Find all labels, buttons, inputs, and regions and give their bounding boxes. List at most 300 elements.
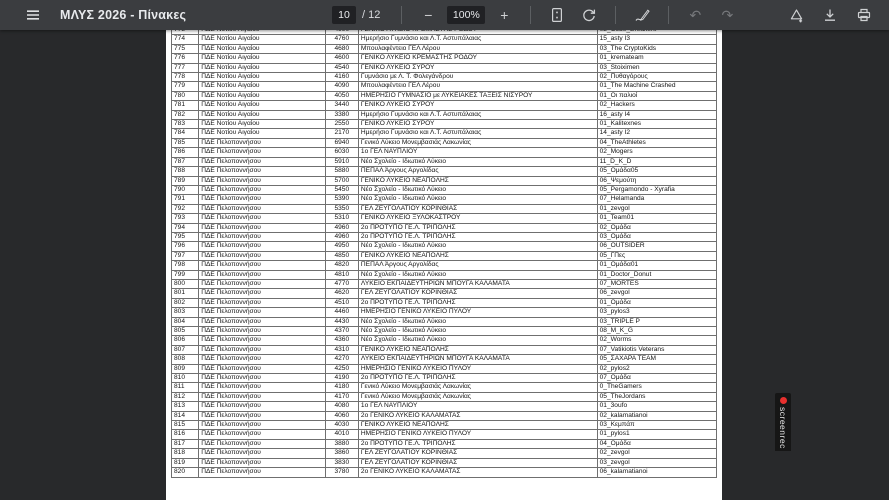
cell-code: 4270 xyxy=(325,355,358,364)
cell-school: 1ο ΓΕΛ ΝΑΥΠΛΙΟΥ xyxy=(358,148,597,157)
cell-region: ΠΔΕ Πελοποννήσου xyxy=(199,270,325,279)
cell-school: ΓΕΝΙΚΟ ΛΥΚΕΙΟ ΣΥΡΟΥ xyxy=(358,63,597,72)
cell-index: 776 xyxy=(172,54,199,63)
table-row xyxy=(172,402,717,411)
cell-code: 4250 xyxy=(325,364,358,373)
cell-code: 5700 xyxy=(325,176,358,185)
table-row xyxy=(172,167,717,176)
cell-school: Νέο Σχολείο - Ιδιωτικό Λύκειο xyxy=(358,242,597,251)
document-title: ΜΛΥΣ 2026 - Πίνακες xyxy=(60,8,187,22)
toolbar-right-group xyxy=(783,0,877,30)
cell-region: ΠΔΕ Νοτίου Αιγαίου xyxy=(199,35,325,44)
cell-school: ΓΕΝΙΚΟ ΛΥΚΕΙΟ ΣΥΡΟΥ xyxy=(358,120,597,129)
cell-code: 4160 xyxy=(325,73,358,82)
cell-index: 813 xyxy=(172,402,199,411)
cell-index: 803 xyxy=(172,308,199,317)
cell-team: 06_OUTSIDER xyxy=(597,242,716,251)
cell-region: ΠΔΕ Πελοποννήσου xyxy=(199,251,325,260)
table-row xyxy=(172,336,717,345)
cell-team: 01_Kalitexnes xyxy=(597,120,716,129)
cell-team: 14_asty I2 xyxy=(597,129,716,138)
cell-team: 04_Ομάδα xyxy=(597,439,716,448)
cell-index: 786 xyxy=(172,148,199,157)
cell-index: 791 xyxy=(172,195,199,204)
undo-button[interactable]: ↶ xyxy=(682,2,708,28)
zoom-level-input[interactable] xyxy=(447,6,485,24)
cell-code: 6940 xyxy=(325,138,358,147)
cell-team: 07_Ομάδα xyxy=(597,374,716,383)
cell-code: 4310 xyxy=(325,345,358,354)
cell-index: 781 xyxy=(172,101,199,110)
cell-code: 4620 xyxy=(325,289,358,298)
fit-page-button[interactable] xyxy=(544,2,570,28)
rotate-icon xyxy=(581,7,597,23)
cell-index: 816 xyxy=(172,430,199,439)
cell-school: ΓΕΛ ΖΕΥΓΟΛΑΤΙΟΥ ΚΟΡΙΝΘΙΑΣ xyxy=(358,289,597,298)
cell-index: 787 xyxy=(172,157,199,166)
cell-team: 01_zevgol xyxy=(597,204,716,213)
cell-region: ΠΔΕ Πελοποννήσου xyxy=(199,214,325,223)
cell-team: 08_M_K_G xyxy=(597,327,716,336)
table-row xyxy=(172,63,717,72)
cell-code: 4370 xyxy=(325,327,358,336)
table-row xyxy=(172,298,717,307)
table-row xyxy=(172,101,717,110)
table-row xyxy=(172,214,717,223)
table-row xyxy=(172,73,717,82)
table-row xyxy=(172,392,717,401)
cell-code: 4360 xyxy=(325,336,358,345)
cell-region: ΠΔΕ Πελοποννήσου xyxy=(199,204,325,213)
cell-code: 5450 xyxy=(325,185,358,194)
cell-region: ΠΔΕ Πελοποννήσου xyxy=(199,411,325,420)
cell-index: 805 xyxy=(172,327,199,336)
cell-team: 03_Stoiximen xyxy=(597,63,716,72)
cell-region: ΠΔΕ Πελοποννήσου xyxy=(199,195,325,204)
cell-team: 01_Doctor_Donut xyxy=(597,270,716,279)
cell-school: Νέο Σχολείο - Ιδιωτικό Λύκειο xyxy=(358,185,597,194)
cell-school: ΓΕΛ ΖΕΥΓΟΛΑΤΙΟΥ ΚΟΡΙΝΘΙΑΣ xyxy=(358,204,597,213)
cell-index: 794 xyxy=(172,223,199,232)
cell-code: 6030 xyxy=(325,148,358,157)
cell-school: ΓΕΛ ΖΕΥΓΟΛΑΤΙΟΥ ΚΟΡΙΝΘΙΑΣ xyxy=(358,449,597,458)
cell-school: Μπουλαφέντειο ΓΕΛ Λέρου xyxy=(358,44,597,53)
cell-code: 4510 xyxy=(325,298,358,307)
table-row xyxy=(172,44,717,53)
screen-recorder-tab[interactable] xyxy=(775,393,791,451)
toolbar-left-group xyxy=(0,2,186,28)
cell-index: 796 xyxy=(172,242,199,251)
cell-school: Γυμνάσιο με Λ. Τ. Φολεγάνδρου xyxy=(358,73,597,82)
cell-team: 15_asty I3 xyxy=(597,35,716,44)
cell-team: 05_Ομάδα05 xyxy=(597,167,716,176)
cell-school: 2ο ΠΡΟΤΥΠΟ ΓΕ.Λ. ΤΡΙΠΟΛΗΣ xyxy=(358,223,597,232)
cell-school: Γενικό Λύκειο Μονεμβασιάς Λακωνίας xyxy=(358,392,597,401)
cell-index: 800 xyxy=(172,279,199,288)
cell-region: ΠΔΕ Πελοποννήσου xyxy=(199,327,325,336)
table-row xyxy=(172,138,717,147)
cell-team: 0_TheGamers xyxy=(597,383,716,392)
cell-region: ΠΔΕ Πελοποννήσου xyxy=(199,468,325,477)
cell-code: 3380 xyxy=(325,110,358,119)
cell-team: 01_Team01 xyxy=(597,214,716,223)
cell-team: 02_Worms xyxy=(597,336,716,345)
cell-code: 4810 xyxy=(325,270,358,279)
cell-index: 778 xyxy=(172,73,199,82)
cell-index: 811 xyxy=(172,383,199,392)
cell-team: 01_kremateam xyxy=(597,54,716,63)
table-row xyxy=(172,242,717,251)
cell-region: ΠΔΕ Πελοποννήσου xyxy=(199,458,325,467)
pdf-scroll-area[interactable] xyxy=(0,30,889,476)
cell-team: 01_pylos1 xyxy=(597,430,716,439)
cell-code: 4960 xyxy=(325,223,358,232)
cell-school: ΛΥΚΕΙΟ ΕΚΠΑΙΔΕΥΤΗΡΙΩΝ ΜΠΟΥΓΑ ΚΑΛΑΜΑΤΑ xyxy=(358,279,597,288)
cell-index: 809 xyxy=(172,364,199,373)
cell-region: ΠΔΕ Πελοποννήσου xyxy=(199,439,325,448)
cell-region: ΠΔΕ Πελοποννήσου xyxy=(199,421,325,430)
cell-team: 03_TRIPLE P xyxy=(597,317,716,326)
cell-index: 795 xyxy=(172,232,199,241)
cell-team: 06_zevgol xyxy=(597,289,716,298)
table-row xyxy=(172,185,717,194)
cell-region: ΠΔΕ Πελοποννήσου xyxy=(199,261,325,270)
cell-code: 4680 xyxy=(325,44,358,53)
cell-team: 02_zevgol xyxy=(597,449,716,458)
print-icon xyxy=(856,7,872,23)
table-row xyxy=(172,364,717,373)
table-row xyxy=(172,468,717,477)
table-row xyxy=(172,91,717,100)
cell-code: 5310 xyxy=(325,214,358,223)
cell-team: 06_kalamatianoi xyxy=(597,468,716,477)
table-row xyxy=(172,421,717,430)
cell-region: ΠΔΕ Πελοποννήσου xyxy=(199,232,325,241)
table-row xyxy=(172,261,717,270)
table-row xyxy=(172,148,717,157)
table-row xyxy=(172,232,717,241)
cell-team: 03_zevgol xyxy=(597,458,716,467)
cell-index: 798 xyxy=(172,261,199,270)
cell-team: 02_Ομάδα xyxy=(597,223,716,232)
download-button[interactable] xyxy=(817,2,843,28)
cell-code: 5390 xyxy=(325,195,358,204)
cell-school: ΗΜΕΡΗΣΙΟ ΓΕΝΙΚΟ ΛΥΚΕΙΟ ΠΥΛΟΥ xyxy=(358,308,597,317)
table-row xyxy=(172,279,717,288)
cell-code: 4760 xyxy=(325,35,358,44)
table-row xyxy=(172,157,717,166)
cell-team: 05_Pergamondo - Xyrafia xyxy=(597,185,716,194)
table-row xyxy=(172,204,717,213)
cell-school: ΓΕΝΙΚΟ ΛΥΚΕΙΟ ΝΕΑΠΟΛΗΣ xyxy=(358,251,597,260)
table-row xyxy=(172,374,717,383)
cell-code: 4960 xyxy=(325,232,358,241)
cell-region: ΠΔΕ Νοτίου Αιγαίου xyxy=(199,120,325,129)
cell-school: ΓΕΛ ΖΕΥΓΟΛΑΤΙΟΥ ΚΟΡΙΝΘΙΑΣ xyxy=(358,458,597,467)
table-row xyxy=(172,355,717,364)
cell-team: 01_Ομάδα xyxy=(597,298,716,307)
cell-code: 4770 xyxy=(325,279,358,288)
cell-code: 4090 xyxy=(325,82,358,91)
print-button[interactable] xyxy=(851,2,877,28)
cell-team: 11_D_K_D xyxy=(597,157,716,166)
cell-index: 788 xyxy=(172,167,199,176)
cell-region: ΠΔΕ Πελοποννήσου xyxy=(199,355,325,364)
cell-team: 01_Οι παλιοί xyxy=(597,91,716,100)
cell-region: ΠΔΕ Νοτίου Αιγαίου xyxy=(199,129,325,138)
cell-index: 807 xyxy=(172,345,199,354)
toolbar-divider xyxy=(615,6,616,24)
cell-school: ΓΕΝΙΚΟ ΛΥΚΕΙΟ ΝΕΑΠΟΛΗΣ xyxy=(358,345,597,354)
cell-school: ΓΕΝΙΚΟ ΛΥΚΕΙΟ ΞΥΛΟΚΑΣΤΡΟΥ xyxy=(358,214,597,223)
cell-index: 782 xyxy=(172,110,199,119)
page-number-input[interactable] xyxy=(332,6,356,24)
cell-team: 03_The CryptoKids xyxy=(597,44,716,53)
cell-code: 4850 xyxy=(325,251,358,260)
cell-index: 779 xyxy=(172,82,199,91)
cell-school: 2ο ΠΡΟΤΥΠΟ ΓΕ.Λ. ΤΡΙΠΟΛΗΣ xyxy=(358,232,597,241)
cell-school: Ημερήσιο Γυμνάσιο και Λ.Τ. Αστυπάλαιας xyxy=(358,110,597,119)
cell-code: 4820 xyxy=(325,261,358,270)
cell-code: 4600 xyxy=(325,54,358,63)
cell-region: ΠΔΕ Πελοποννήσου xyxy=(199,392,325,401)
table-row xyxy=(172,449,717,458)
cell-region: ΠΔΕ Πελοποννήσου xyxy=(199,223,325,232)
cell-team: 07_Vatikiotis Veterans xyxy=(597,345,716,354)
cell-school: Μπουλαφέντειο ΓΕΛ Λέρου xyxy=(358,82,597,91)
cell-team: 02_Mogers xyxy=(597,148,716,157)
table-row xyxy=(172,383,717,392)
toolbar-divider xyxy=(401,6,402,24)
hamburger-menu-icon xyxy=(25,7,41,23)
cell-index: 804 xyxy=(172,317,199,326)
cell-region: ΠΔΕ Πελοποννήσου xyxy=(199,157,325,166)
cell-code: 2170 xyxy=(325,129,358,138)
cell-region: ΠΔΕ Πελοποννήσου xyxy=(199,289,325,298)
cell-code: 2550 xyxy=(325,120,358,129)
cell-school: Ημερήσιο Γυμνάσιο και Λ.Τ. Αστυπάλαιας xyxy=(358,35,597,44)
cell-index: 790 xyxy=(172,185,199,194)
cell-school: 2ο ΓΕΝΙΚΟ ΛΥΚΕΙΟ ΚΑΛΑΜΑΤΑΣ xyxy=(358,411,597,420)
cell-school: Νέο Σχολείο - Ιδιωτικό Λύκειο xyxy=(358,327,597,336)
cell-team: 05_ΣΑΧΑΡΑ TEAM xyxy=(597,355,716,364)
menu-button[interactable] xyxy=(20,2,46,28)
cell-index: 784 xyxy=(172,129,199,138)
cell-code: 5880 xyxy=(325,167,358,176)
cell-team: 03_Κεμπάπ xyxy=(597,421,716,430)
table-row xyxy=(172,317,717,326)
cell-team: 05_ΓΠες xyxy=(597,251,716,260)
download-icon xyxy=(822,7,838,23)
toolbar-divider xyxy=(530,6,531,24)
cell-team: 02_Hackers xyxy=(597,101,716,110)
cell-school: 2ο ΠΡΟΤΥΠΟ ΓΕ.Λ. ΤΡΙΠΟΛΗΣ xyxy=(358,298,597,307)
draw-pen-icon xyxy=(634,7,651,24)
cell-region: ΠΔΕ Νοτίου Αιγαίου xyxy=(199,73,325,82)
results-table xyxy=(171,25,717,478)
cell-region: ΠΔΕ Πελοποννήσου xyxy=(199,402,325,411)
cell-region: ΠΔΕ Νοτίου Αιγαίου xyxy=(199,44,325,53)
cell-school: Νέο Σχολείο - Ιδιωτικό Λύκειο xyxy=(358,157,597,166)
cell-school: 2ο ΠΡΟΤΥΠΟ ΓΕ.Λ. ΤΡΙΠΟΛΗΣ xyxy=(358,439,597,448)
cell-code: 4460 xyxy=(325,308,358,317)
cell-team: 02_Πυθαγόρους xyxy=(597,73,716,82)
table-row xyxy=(172,439,717,448)
cell-school: ΓΕΝΙΚΟ ΛΥΚΕΙΟ ΝΕΑΠΟΛΗΣ xyxy=(358,176,597,185)
cell-index: 780 xyxy=(172,91,199,100)
cell-region: ΠΔΕ Πελοποννήσου xyxy=(199,167,325,176)
cell-region: ΠΔΕ Πελοποννήσου xyxy=(199,317,325,326)
cell-region: ΠΔΕ Πελοποννήσου xyxy=(199,430,325,439)
cell-index: 785 xyxy=(172,138,199,147)
cell-team: 01_Ομάδα01 xyxy=(597,261,716,270)
pdf-toolbar xyxy=(0,0,889,30)
cell-region: ΠΔΕ Νοτίου Αιγαίου xyxy=(199,63,325,72)
cell-region: ΠΔΕ Νοτίου Αιγαίου xyxy=(199,110,325,119)
cell-region: ΠΔΕ Πελοποννήσου xyxy=(199,449,325,458)
zoom-out-button[interactable]: − xyxy=(415,2,441,28)
cell-code: 3780 xyxy=(325,468,358,477)
cell-index: 812 xyxy=(172,392,199,401)
cell-school: 2ο ΓΕΝΙΚΟ ΛΥΚΕΙΟ ΚΑΛΑΜΑΤΑΣ xyxy=(358,468,597,477)
cell-school: ΗΜΕΡΗΣΙΟ ΓΕΝΙΚΟ ΛΥΚΕΙΟ ΠΥΛΟΥ xyxy=(358,430,597,439)
cell-school: ΓΕΝΙΚΟ ΛΥΚΕΙΟ ΚΡΕΜΑΣΤΗΣ ΡΟΔΟΥ xyxy=(358,54,597,63)
cell-school: ΓΕΝΙΚΟ ΛΥΚΕΙΟ ΣΥΡΟΥ xyxy=(358,101,597,110)
redo-button[interactable]: ↷ xyxy=(714,2,740,28)
cell-code: 3440 xyxy=(325,101,358,110)
cell-code: 5350 xyxy=(325,204,358,213)
cell-team: 03_pylos3 xyxy=(597,308,716,317)
table-row xyxy=(172,35,717,44)
cell-code: 4190 xyxy=(325,374,358,383)
table-row xyxy=(172,120,717,129)
cell-code: 3830 xyxy=(325,458,358,467)
cell-team: 03_Ομάδα xyxy=(597,232,716,241)
cell-school: Γενικό Λύκειο Μονεμβασιάς Λακωνίας xyxy=(358,138,597,147)
save-to-drive-button[interactable] xyxy=(783,2,809,28)
cell-region: ΠΔΕ Πελοποννήσου xyxy=(199,176,325,185)
cell-index: 777 xyxy=(172,63,199,72)
cell-school: ΛΥΚΕΙΟ ΕΚΠΑΙΔΕΥΤΗΡΙΩΝ ΜΠΟΥΓΑ ΚΑΛΑΜΑΤΑ xyxy=(358,355,597,364)
cell-code: 4030 xyxy=(325,421,358,430)
cell-school: ΠΕΠΑΛ Άργους Αργολίδας xyxy=(358,167,597,176)
cell-school: Νέο Σχολείο - Ιδιωτικό Λύκειο xyxy=(358,317,597,326)
cell-index: 801 xyxy=(172,289,199,298)
cell-team: 02_kalamatianoi xyxy=(597,411,716,420)
cell-code: 4050 xyxy=(325,91,358,100)
cell-team: 02_pylos2 xyxy=(597,364,716,373)
table-row xyxy=(172,251,717,260)
cell-school: 1ο ΓΕΛ ΝΑΥΠΛΙΟΥ xyxy=(358,402,597,411)
cell-school: 2ο ΠΡΟΤΥΠΟ ΓΕ.Λ. ΤΡΙΠΟΛΗΣ xyxy=(358,374,597,383)
cell-school: ΓΕΝΙΚΟ ΛΥΚΕΙΟ ΝΕΑΠΟΛΗΣ xyxy=(358,421,597,430)
table-row xyxy=(172,176,717,185)
table-row xyxy=(172,327,717,336)
cell-index: 806 xyxy=(172,336,199,345)
cell-index: 815 xyxy=(172,421,199,430)
drive-plus-icon xyxy=(788,7,805,24)
table-row xyxy=(172,54,717,63)
cell-code: 4010 xyxy=(325,430,358,439)
cell-index: 789 xyxy=(172,176,199,185)
cell-team: 01_3oufo xyxy=(597,402,716,411)
table-row xyxy=(172,223,717,232)
toolbar-center-group xyxy=(332,0,740,30)
cell-code: 5910 xyxy=(325,157,358,166)
screen-recorder-label: screenrec xyxy=(778,407,788,449)
cell-index: 775 xyxy=(172,44,199,53)
cell-index: 793 xyxy=(172,214,199,223)
cell-index: 810 xyxy=(172,374,199,383)
table-row xyxy=(172,430,717,439)
cell-index: 774 xyxy=(172,35,199,44)
cell-team: 05_TheJordans xyxy=(597,392,716,401)
cell-index: 814 xyxy=(172,411,199,420)
table-row xyxy=(172,308,717,317)
cell-region: ΠΔΕ Πελοποννήσου xyxy=(199,383,325,392)
cell-region: ΠΔΕ Πελοποννήσου xyxy=(199,242,325,251)
record-dot-icon xyxy=(780,397,787,404)
toolbar-divider xyxy=(668,6,669,24)
cell-code: 3880 xyxy=(325,439,358,448)
rotate-button[interactable] xyxy=(576,2,602,28)
cell-school: ΠΕΠΑΛ Άργους Αργολίδας xyxy=(358,261,597,270)
pdf-page xyxy=(166,25,722,500)
cell-code: 3860 xyxy=(325,449,358,458)
cell-school: ΗΜΕΡΗΣΙΟ ΓΕΝΙΚΟ ΛΥΚΕΙΟ ΠΥΛΟΥ xyxy=(358,364,597,373)
cell-code: 4180 xyxy=(325,383,358,392)
cell-code: 4950 xyxy=(325,242,358,251)
cell-index: 818 xyxy=(172,449,199,458)
zoom-in-button[interactable]: + xyxy=(491,2,517,28)
cell-team: 07_MORTES xyxy=(597,279,716,288)
cell-region: ΠΔΕ Νοτίου Αιγαίου xyxy=(199,82,325,91)
cell-index: 819 xyxy=(172,458,199,467)
cell-region: ΠΔΕ Πελοποννήσου xyxy=(199,345,325,354)
table-row xyxy=(172,458,717,467)
cell-region: ΠΔΕ Πελοποννήσου xyxy=(199,298,325,307)
cell-region: ΠΔΕ Νοτίου Αιγαίου xyxy=(199,91,325,100)
cell-school: Νέο Σχολείο - Ιδιωτικό Λύκειο xyxy=(358,336,597,345)
annotate-button[interactable] xyxy=(629,2,655,28)
cell-school: Νέο Σχολείο - Ιδιωτικό Λύκειο xyxy=(358,270,597,279)
cell-index: 802 xyxy=(172,298,199,307)
cell-code: 4170 xyxy=(325,392,358,401)
cell-code: 4540 xyxy=(325,63,358,72)
cell-code: 4060 xyxy=(325,411,358,420)
cell-team: 06_Ψεμούτη xyxy=(597,176,716,185)
cell-region: ΠΔΕ Πελοποννήσου xyxy=(199,279,325,288)
table-row xyxy=(172,345,717,354)
cell-region: ΠΔΕ Πελοποννήσου xyxy=(199,364,325,373)
cell-index: 797 xyxy=(172,251,199,260)
cell-region: ΠΔΕ Πελοποννήσου xyxy=(199,185,325,194)
cell-school: Ημερήσιο Γυμνάσιο και Λ.Τ. Αστυπάλαιας xyxy=(358,129,597,138)
cell-region: ΠΔΕ Πελοποννήσου xyxy=(199,148,325,157)
page-count-label: / 12 xyxy=(362,9,381,21)
cell-school: Νέο Σχολείο - Ιδιωτικό Λύκειο xyxy=(358,195,597,204)
cell-region: ΠΔΕ Νοτίου Αιγαίου xyxy=(199,54,325,63)
cell-school: ΗΜΕΡΗΣΙΟ ΓΥΜΝΑΣΙΟ με ΛΥΚΕΙΑΚΕΣ ΤΑΞΕΙΣ ΝΙΣΥΡΟΥ xyxy=(358,91,597,100)
cell-index: 799 xyxy=(172,270,199,279)
table-row xyxy=(172,110,717,119)
cell-school: Γενικό Λύκειο Μονεμβασιάς Λακωνίας xyxy=(358,383,597,392)
table-row xyxy=(172,289,717,298)
cell-index: 792 xyxy=(172,204,199,213)
cell-code: 4080 xyxy=(325,402,358,411)
cell-team: 07_Helamanda xyxy=(597,195,716,204)
cell-region: ΠΔΕ Πελοποννήσου xyxy=(199,374,325,383)
